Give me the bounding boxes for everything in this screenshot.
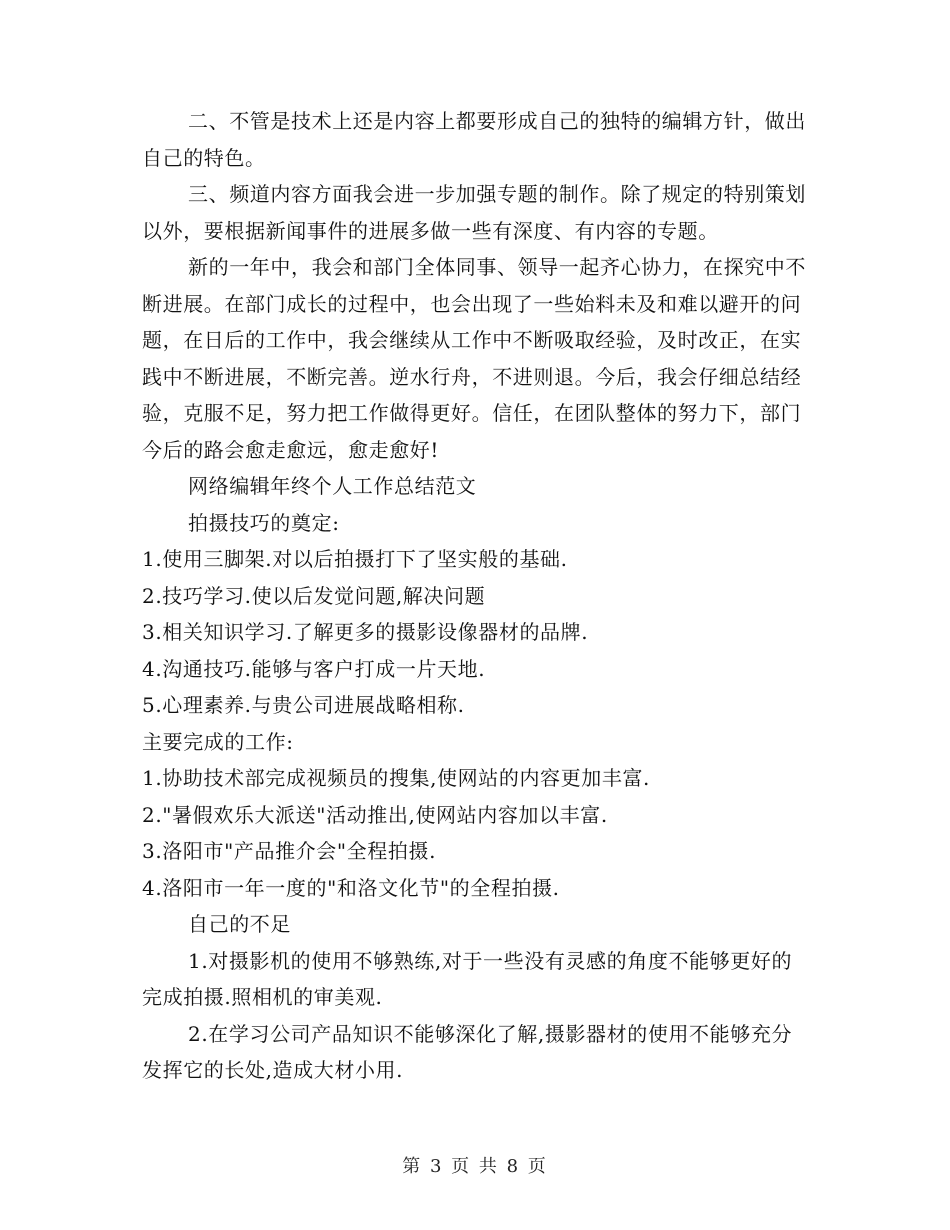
list-item: 1.对摄影机的使用不够熟练,对于一些没有灵感的角度不能够更好的完成拍摄.照相机的审美观. [142,948,793,1009]
list-item: 4.洛阳市一年一度的"和洛文化节"的全程拍摄. [142,875,560,900]
paragraph-channel-content: 三、频道内容方面我会进一步加强专题的制作。除了规定的特别策划以外，要根据新闻事件的进展多做一些有深度、有内容的专题。 [142,182,806,243]
list-item: 1.使用三脚架.对以后拍摄打下了坚实般的基础. [142,547,568,571]
list-item: 3.洛阳市"产品推介会"全程拍摄. [142,839,437,863]
heading-main-work: 主要完成的工作: [142,729,294,754]
list-item: 2.在学习公司产品知识不能够深化了解,摄影器材的使用不能够充分发挥它的长处,造成大材小用. [142,1021,793,1082]
list-item: 2."暑假欢乐大派送"活动推出,使网站内容加以丰富. [142,802,608,827]
list-item: 1.协助技术部完成视频员的搜集,使网站的内容更加丰富. [142,766,650,790]
list-item: 2.技巧学习.使以后发觉问题,解决问题 [142,583,486,608]
document-body [142,103,810,1089]
heading-shooting-skills: 拍摄技巧的奠定: [188,510,340,535]
paragraph-new-year: 新的一年中，我会和部门全体同事、领导一起齐心协力，在探究中不断进展。在部门成长的过程中，也会出现了一些始料未及和难以避开的问题，在日后的工作中，我会继续从工作中不断吸取经验，及时改正，在实践中不断进展，不断完善。逆水行舟，不进则退。今后，我会仔细总结经验，克服不足，努力把工作做得更好。信任，在团队整体的努力下，部门今后的路会愈走愈远，愈走愈好! [142,255,806,462]
page-number-footer: 第 3 页 共 8 页 [402,1156,548,1177]
list-item: 4.沟通技巧.能够与客户打成一片天地. [142,656,486,681]
paragraph-editing-policy: 二、不管是技术上还是内容上都要形成自己的独特的编辑方针，做出自己的特色。 [142,109,806,170]
heading-shortcomings: 自己的不足 [188,912,291,936]
list-item: 5.心理素养.与贵公司进展战略相称. [142,693,465,717]
list-item: 3.相关知识学习.了解更多的摄影设像器材的品牌. [142,620,589,644]
section-title: 网络编辑年终个人工作总结范文 [188,474,477,498]
